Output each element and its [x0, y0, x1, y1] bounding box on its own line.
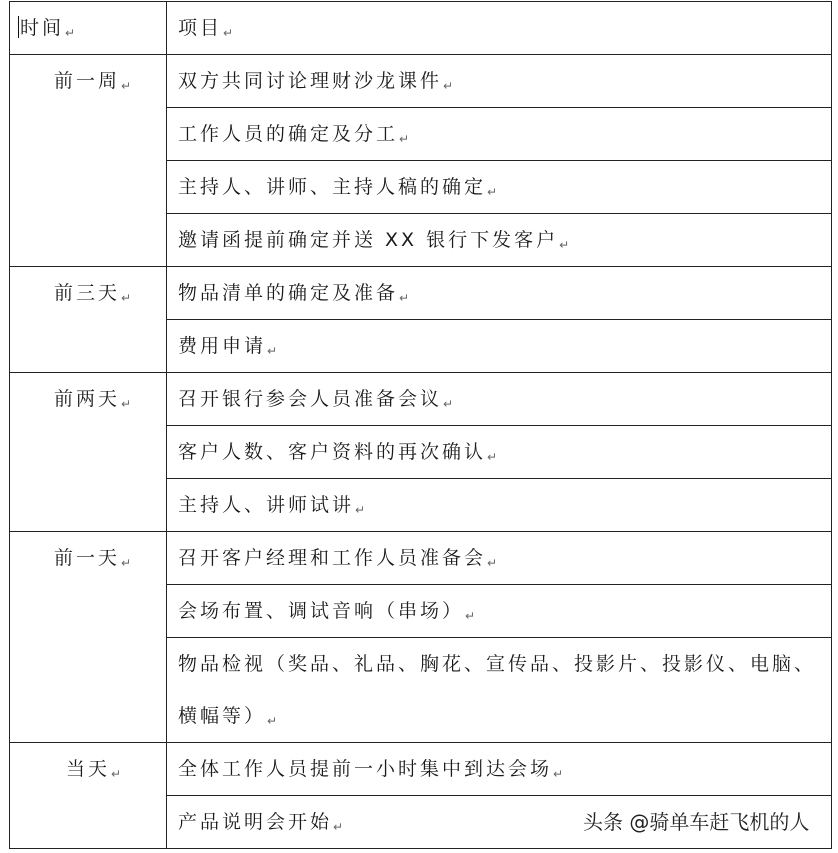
paragraph-mark-icon: ↵	[121, 291, 132, 305]
paragraph-mark-icon: ↵	[443, 79, 454, 93]
paragraph-mark-icon: ↵	[355, 503, 366, 517]
table-row	[10, 743, 832, 796]
item-cell[interactable]: 召开银行参会人员准备会议↵	[167, 373, 832, 426]
watermark: 头条 @骑单车赶飞机的人	[583, 810, 810, 834]
paragraph-mark-icon: ↵	[559, 238, 570, 252]
paragraph-mark-icon: ↵	[465, 609, 476, 623]
table-row	[10, 55, 832, 108]
table-row	[10, 373, 832, 426]
time-cell[interactable]: 前三天↵	[10, 267, 167, 373]
table-row	[10, 267, 832, 320]
paragraph-mark-icon: ↵	[399, 132, 410, 146]
time-cell[interactable]: 前一天↵	[10, 532, 167, 743]
item-cell[interactable]: 产品说明会开始↵	[167, 796, 832, 849]
time-cell[interactable]: 前一周↵	[10, 55, 167, 267]
paragraph-mark-icon: ↵	[487, 185, 498, 199]
item-cell[interactable]: 邀请函提前确定并送 XX 银行下发客户↵	[167, 214, 832, 267]
paragraph-mark-icon: ↵	[487, 556, 498, 570]
paragraph-mark-icon: ↵	[267, 344, 278, 358]
paragraph-mark-icon: ↵	[267, 714, 278, 728]
time-cell[interactable]: 当天↵	[10, 743, 167, 849]
paragraph-mark-icon: ↵	[399, 291, 410, 305]
header-row	[10, 2, 832, 55]
item-cell[interactable]: 费用申请↵	[167, 320, 832, 373]
header-time-cell[interactable]	[10, 2, 167, 55]
paragraph-mark-icon: ↵	[111, 767, 122, 781]
paragraph-mark-icon: ↵	[443, 397, 454, 411]
paragraph-mark-icon: ↵	[65, 26, 76, 40]
table-row	[10, 532, 832, 585]
item-cell[interactable]: 双方共同讨论理财沙龙课件↵	[167, 55, 832, 108]
item-cell[interactable]: 全体工作人员提前一小时集中到达会场↵	[167, 743, 832, 796]
paragraph-mark-icon: ↵	[121, 556, 132, 570]
item-cell[interactable]: 客户人数、客户资料的再次确认↵	[167, 426, 832, 479]
paragraph-mark-icon: ↵	[553, 767, 564, 781]
item-cell[interactable]: 物品检视（奖品、礼品、胸花、宣传品、投影片、投影仪、电脑、横幅等）↵	[167, 638, 832, 743]
time-cell[interactable]: 前两天↵	[10, 373, 167, 532]
schedule-table	[9, 1, 832, 849]
paragraph-mark-icon: ↵	[487, 450, 498, 464]
item-cell[interactable]: 会场布置、调试音响（串场）↵	[167, 585, 832, 638]
header-item-cell[interactable]	[167, 2, 832, 55]
paragraph-mark-icon: ↵	[121, 79, 132, 93]
item-cell[interactable]: 主持人、讲师、主持人稿的确定↵	[167, 161, 832, 214]
text-cursor	[18, 16, 19, 38]
item-cell[interactable]: 主持人、讲师试讲↵	[167, 479, 832, 532]
item-cell[interactable]: 召开客户经理和工作人员准备会↵	[167, 532, 832, 585]
paragraph-mark-icon: ↵	[333, 820, 344, 834]
paragraph-mark-icon: ↵	[223, 26, 234, 40]
header-item: 项目	[178, 17, 223, 39]
item-cell[interactable]: 工作人员的确定及分工↵	[167, 108, 832, 161]
header-time: 时间	[20, 17, 65, 39]
paragraph-mark-icon: ↵	[121, 397, 132, 411]
item-cell[interactable]: 物品清单的确定及准备↵	[167, 267, 832, 320]
